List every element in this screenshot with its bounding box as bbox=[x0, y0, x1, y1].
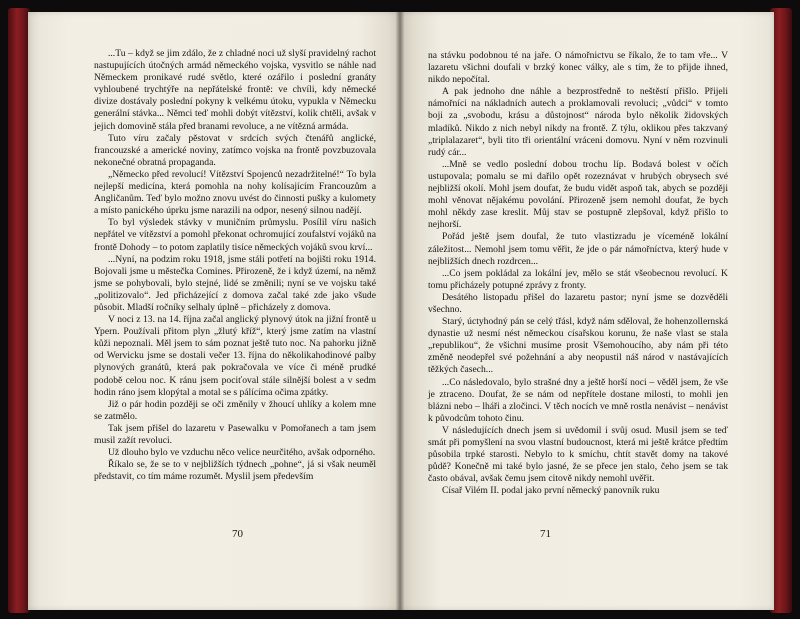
paragraph: ...Co jsem pokládal za lokální jev, mělo se stát všeobecnou revolucí. K tomu přicházely potupné zprávy z fronty. bbox=[428, 267, 728, 291]
paragraph: Starý, úctyhodný pán se celý třásl, když nám sděloval, že hohenzollernská dynastie už nesmí nést německou císařskou korunu, že naše vlast se stala „republikou“, že všichni musíme prosit Všemohoucího, aby nám při této změně neodepřel své požehnání a aby neopustil náš národ v nastávajících těžkých časech... bbox=[428, 316, 728, 376]
right-page-text bbox=[428, 50, 728, 497]
paragraph: ...Nyní, na podzim roku 1918, jsme stáli potřetí na bojišti roku 1914. Bojovali jsme u městečka Comines. Přirozeně, že i když území, na němž jsme se pohybovali, bylo stejné, lidé se změnili; nyní se ve vojsku také „politizovalo“. Jed přicházející z domova začal také zde jako všude působit. Mladší ročníky selhaly úplně – přicházely z domova. bbox=[94, 253, 376, 313]
paragraph: Říkalo se, že se to v nejbližších týdnech „pohne“, já si však neuměl představit, co tím máme rozumět. Myslil jsem především bbox=[94, 459, 376, 483]
left-page bbox=[28, 12, 400, 610]
left-page-text bbox=[94, 48, 376, 483]
paragraph: ...Mně se vedlo poslední dobou trochu líp. Bodavá bolest v očích ustupovala; pomalu se mi dařilo opět rozeznávat v hrubých obrysech své nejbližší okolí. Mohl jsem doufat, že budu vidět aspoň tak, abych se později mohl věnovat nějakému povolání. Přirozeně jsem nemohl doufat, že bych mohl někdy zase kreslit. Můj stav se postupně zlepšoval, když přišlo to nejhorší. bbox=[428, 158, 728, 231]
page-number-right: 71 bbox=[540, 528, 551, 540]
paragraph: Pořád ještě jsem doufal, že tuto vlastizradu je víceméně lokální záležitost... Nemohl jsem tomu věřit, že jde o pár námořníctva, který hude v nejbližších dnech rozdrcen... bbox=[428, 231, 728, 267]
paragraph: Tuto víru začaly pěstovat v srdcích svých čtenářů anglické, francouzské a americké noviny, zatímco vojska na frontě povzbuzovala nekonečné obratná propaganda. bbox=[94, 132, 376, 168]
paragraph: ...Co následovalo, bylo strašné dny a ještě horší noci – věděl jsem, že vše je ztraceno. Doufat, že se nám od nepřítele dostane milosti, to mohli jen blázni nebo – lháři a zločinci. V těch nocích ve mně rostla nenávist – nenávist k původcům tohoto činu. bbox=[428, 376, 728, 424]
paragraph: ...Tu – když se jim zdálo, že z chladné noci už slyší pravidelný rachot nastupujících útočných armád německého vojska, vysvitlo se náhle nad Německem pronikavé rudé světlo, které ozářilo i poslední granáty vyhloubené trychtýře na nepřátelské frontě: ve chvíli, kdy německé divize dostávaly poslední pokyny k velkému útoku, vypukla v Německu generální stávka... Němci teď mohli dobýt vítězství, kolik chtěli, avšak v jejich domovině stála před branami revoluce, a ne vítězná armáda. bbox=[94, 48, 376, 132]
paragraph: Již o pár hodin později se oči změnily v žhoucí uhlíky a kolem mne se zatmělo. bbox=[94, 398, 376, 422]
paragraph: Desátého listopadu přišel do lazaretu pastor; nyní jsme se dozvěděli všechno. bbox=[428, 291, 728, 315]
paragraph: To byl výsledek stávky v muničním průmyslu. Posílil víru našich nepřátel ve vítězství a pomohl překonat ochromující zoufalství vojáků na frontě Dohody – to potom zaplatily tisíce německých vojáků svou krví... bbox=[94, 217, 376, 253]
page-number-left: 70 bbox=[232, 528, 243, 540]
paragraph: Tak jsem přišel do lazaretu v Pasewalku v Pomořanech a tam jsem musil zažít revoluci. bbox=[94, 422, 376, 446]
paragraph: „Německo před revolucí! Vítězství Spojenců nezadržitelné!“ To byla nejlepší medicína, která pomohla na nohy kolísajícím Francouzům a Angličanům. Teď bylo možno znovu uvést do činnosti pušky a kulomety a místo panického úprku jsme narazili na odpor, nesený silnou nadějí. bbox=[94, 168, 376, 217]
paragraph: V následujících dnech jsem si uvědomil i svůj osud. Musil jsem se teď smát při pomyšlení na svou vlastní budoucnost, která mi ještě krátce předtím působila trpké starosti. Nebylo to k smíchu, chtít stavět domy na takové půdě? Konečně mi také bylo jasné, že se přece jen stalo, čeho jsem se tak často obával, avšak čemu jsem citově nikdy nemohl uvěřit. bbox=[428, 424, 728, 485]
paragraph: Už dlouho bylo ve vzduchu něco velice neurčitého, avšak odporného. bbox=[108, 447, 376, 459]
paragraph: na stávku podobnou té na jaře. O námořnictvu se říkalo, že to tam vře... V lazaretu všichni doufali v brzký konec války, ale s tím, že to přijde ihned, nikdo nepočítal. bbox=[428, 50, 728, 86]
book-cover-left bbox=[8, 8, 30, 613]
right-page bbox=[400, 12, 774, 610]
book-gutter bbox=[396, 12, 404, 610]
paragraph: V noci z 13. na 14. října začal anglický plynový útok na jižní frontě u Ypern. Používali přitom plyn „žlutý kříž“, který jsme zatím na vlastní kůži nepoznali. Měl jsem to sám poznat ještě tuto noc. Na pahorku jižně od Wervicku jsme se dostali večer 13. října do několikahodinové palby plynových granátů, která pak pokračovala ve více či méně prudké podobě celou noc. K ránu jsem pociťoval stále silnější bolest a v sedm hodin ráno jsem klopýtal a motal se s pálícíma očima zpátky. bbox=[94, 314, 376, 398]
paragraph: A pak jednoho dne náhle a bezprostředně to neštěstí přišlo. Přijeli námořníci na nákladních autech a proklamovali revoluci; „vůdci“ v tomto boji za „svobodu, krásu a důstojnost“ národa bylo několik židovských mladíků. Nikdo z nich nebyl nikdy na frontě. Z týlu, oklikou přes takzvaný „triplalazaret“, byli tito tři orientální vráceni domovu. Nyní v něm rozvinuli rudý cár... bbox=[428, 86, 728, 158]
paragraph: Císař Vilém II. podal jako první německý panovník ruku bbox=[442, 485, 660, 497]
